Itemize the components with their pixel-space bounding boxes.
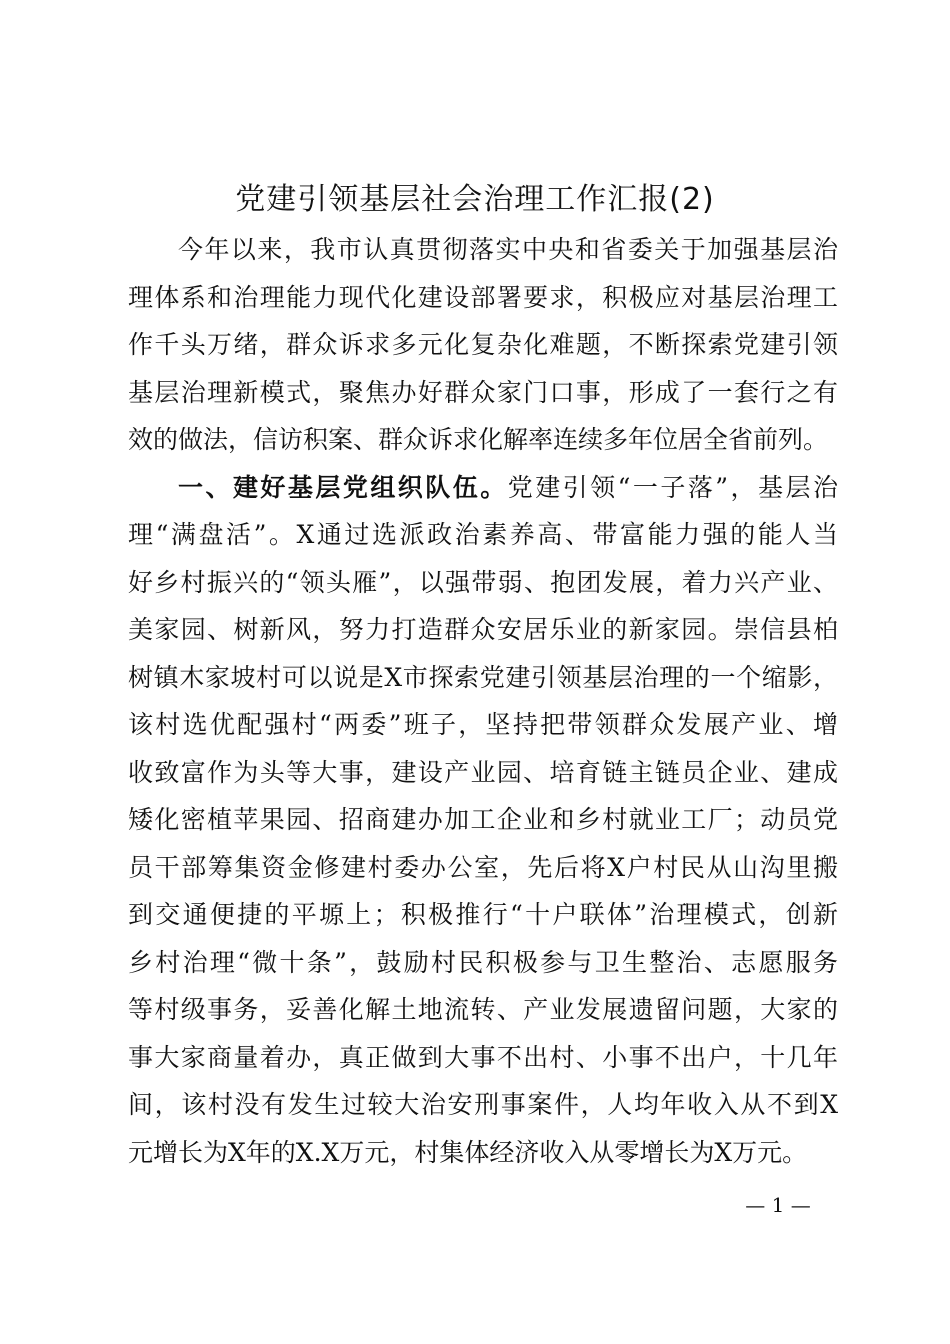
paragraph-line: 基层治理新模式，聚焦办好群众家门口事，形成了一套行之有 — [128, 377, 838, 407]
paragraph-line: 树镇木家坡村可以说是X市探索党建引领基层治理的一个缩影， — [128, 662, 838, 692]
paragraph-line: 效的做法，信访积案、群众诉求化解率连续多年位居全省前列。 — [128, 425, 829, 454]
paragraph-line: 等村级事务，妥善化解土地流转、产业发展遗留问题，大家的 — [128, 995, 838, 1024]
paragraph-line: 乡村治理“微十条”，鼓励村民积极参与卫生整治、志愿服务 — [128, 947, 838, 977]
section-first-line — [128, 464, 838, 512]
paragraph-line: 作千头万绪，群众诉求多元化复杂化难题，不断探索党建引领 — [128, 330, 838, 359]
paragraph-line: 到交通便捷的平塬上；积极推行“十户联体”治理模式，创新 — [128, 900, 838, 929]
paragraph-line: 该村选优配强村“两委”班子，坚持把带领群众发展产业、增 — [128, 710, 838, 739]
paragraph-line: 元增长为X年的X.X万元，村集体经济收入从零增长为X万元。 — [128, 1137, 808, 1167]
paragraph-line: 今年以来，我市认真贯彻落实中央和省委关于加强基层治 — [178, 235, 838, 264]
section-heading: 一、建好基层党组织队伍。 — [178, 472, 508, 502]
paragraph-line: 理“满盘活”。X通过选派政治素养高、带富能力强的能人当 — [128, 520, 838, 549]
document-title: 党建引领基层社会治理工作汇报(2) — [235, 182, 715, 217]
paragraph-line: 理体系和治理能力现代化建设部署要求，积极应对基层治理工 — [128, 282, 838, 312]
paragraph-line: 好乡村振兴的“领头雁”，以强带弱、抱团发展，着力兴产业、 — [128, 567, 838, 597]
page-number: — 1 — — [745, 1193, 811, 1217]
document-body — [128, 226, 838, 1176]
paragraph-line: 收致富作为头等大事，建设产业园、培育链主链员企业、建成 — [128, 757, 838, 787]
section-first-line-text: 党建引领“一子落”，基层治 — [507, 472, 838, 502]
paragraph-line: 事大家商量着办，真正做到大事不出村、小事不出户，十几年 — [128, 1042, 838, 1072]
paragraph-line: 间，该村没有发生过较大治安刑事案件，人均年收入从不到X — [128, 1090, 838, 1119]
paragraph-line: 美家园、树新风，努力打造群众安居乐业的新家园。崇信县柏 — [128, 615, 838, 644]
paragraph-line: 矮化密植苹果园、招商建办加工企业和乡村就业工厂；动员党 — [128, 805, 838, 834]
paragraph-line: 员干部筹集资金修建村委办公室，先后将X户村民从山沟里搬 — [128, 852, 838, 882]
